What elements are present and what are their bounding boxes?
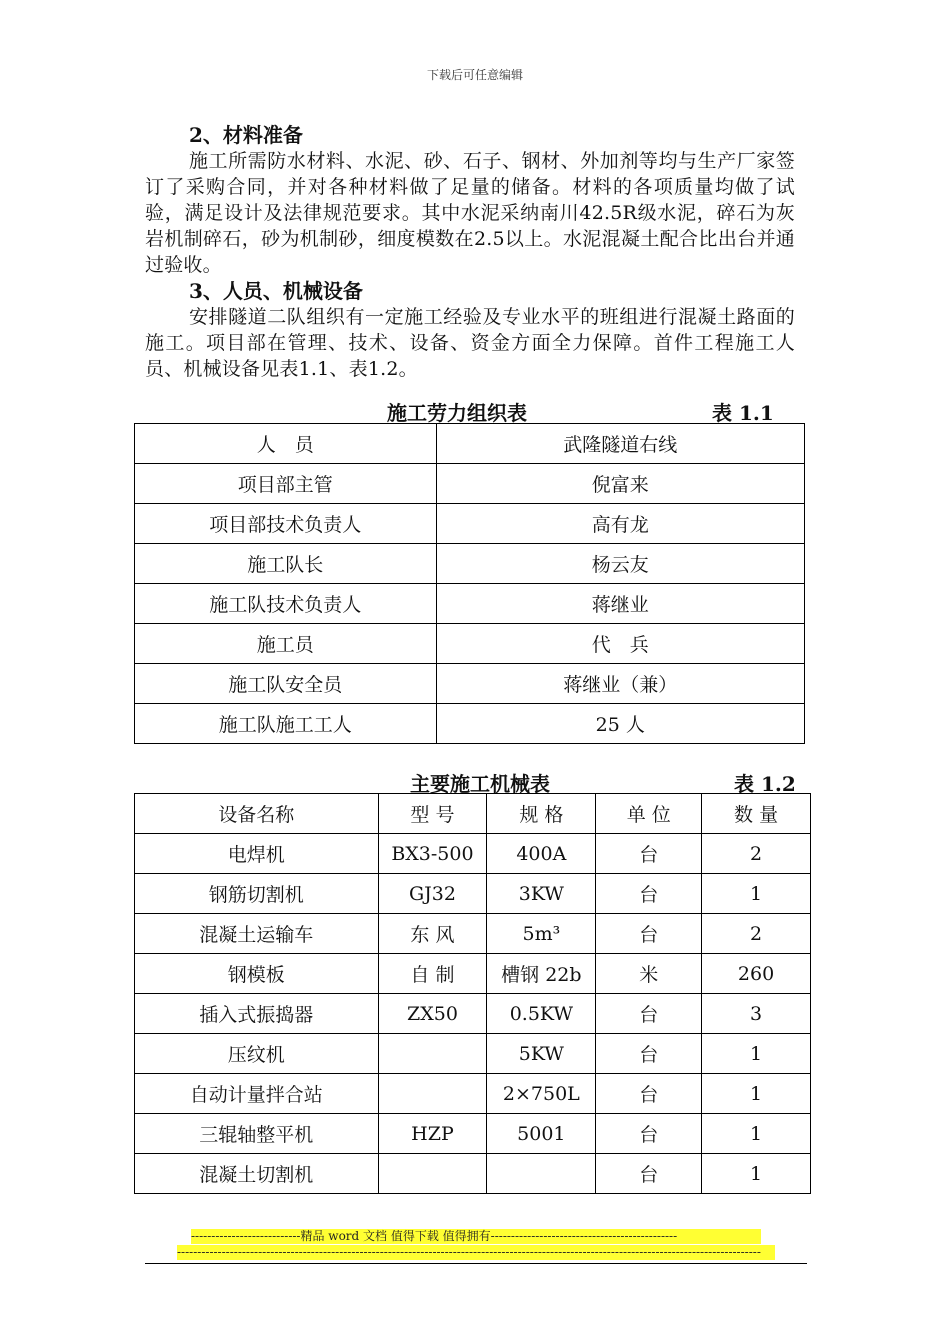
table2-header-cell: 规 格 xyxy=(487,794,596,834)
table-cell: 台 xyxy=(596,1074,702,1114)
table-cell: 施工队安全员 xyxy=(135,664,437,704)
table-cell: 1 xyxy=(702,1114,811,1154)
table2-header-cell: 设备名称 xyxy=(135,794,379,834)
table2-title: 主要施工机械表 xyxy=(410,772,550,796)
table-cell: 1 xyxy=(702,1074,811,1114)
section-heading-personnel: 3、人员、机械设备 xyxy=(189,279,363,303)
table-cell: 400A xyxy=(487,834,596,874)
table-row xyxy=(135,504,805,544)
table-cell: 0.5KW xyxy=(487,994,596,1034)
table-cell: 混凝土切割机 xyxy=(135,1154,379,1194)
table1-title: 施工劳力组织表 xyxy=(387,401,527,425)
table-cell: 钢模板 xyxy=(135,954,379,994)
table-cell: 2 xyxy=(702,914,811,954)
table-cell: 项目部技术负责人 xyxy=(135,504,437,544)
table-cell: 代 兵 xyxy=(436,624,804,664)
table-cell: 台 xyxy=(596,1154,702,1194)
body-text xyxy=(145,122,795,382)
table-cell: 压纹机 xyxy=(135,1034,379,1074)
table-row xyxy=(135,1114,811,1154)
table-cell: 施工队施工工人 xyxy=(135,704,437,744)
table-cell: BX3-500 xyxy=(378,834,487,874)
table1-header-cell: 武隆隧道右线 xyxy=(436,424,804,464)
table-cell: 施工员 xyxy=(135,624,437,664)
table-cell: 3KW xyxy=(487,874,596,914)
footer-banner: ---------------------------精品 word 文档 值得下载 值得拥有---------------------------------------------- xyxy=(191,1229,761,1244)
section-heading-materials: 2、材料准备 xyxy=(189,123,303,147)
table-cell: 台 xyxy=(596,834,702,874)
table-cell: 蒋继业 xyxy=(436,584,804,624)
table-cell: 杨云友 xyxy=(436,544,804,584)
table-cell: 25 人 xyxy=(436,704,804,744)
table-cell: 5001 xyxy=(487,1114,596,1154)
table-cell: 2 xyxy=(702,834,811,874)
table-cell: 槽钢 22b xyxy=(487,954,596,994)
footer-rule xyxy=(145,1263,807,1264)
table-cell: 1 xyxy=(702,874,811,914)
table-row xyxy=(135,994,811,1034)
table2-header-cell: 单 位 xyxy=(596,794,702,834)
table-cell: 钢筋切割机 xyxy=(135,874,379,914)
table-row xyxy=(135,874,811,914)
table2-header-cell: 型 号 xyxy=(378,794,487,834)
table-cell: 1 xyxy=(702,1154,811,1194)
table-cell: 5m³ xyxy=(487,914,596,954)
table1-number: 表 1.1 xyxy=(712,401,774,425)
table-row xyxy=(135,544,805,584)
table-cell: 项目部主管 xyxy=(135,464,437,504)
table-cell: ZX50 xyxy=(378,994,487,1034)
table-cell: 自 制 xyxy=(378,954,487,994)
table-row xyxy=(135,834,811,874)
table-row xyxy=(135,584,805,624)
table2-number: 表 1.2 xyxy=(734,772,796,796)
table-cell: 自动计量拌合站 xyxy=(135,1074,379,1114)
table-machinery xyxy=(134,793,811,1194)
table-cell: 3 xyxy=(702,994,811,1034)
table2-header-cell: 数 量 xyxy=(702,794,811,834)
table-cell: 倪富来 xyxy=(436,464,804,504)
table-cell: 2×750L xyxy=(487,1074,596,1114)
table-cell: HZP xyxy=(378,1114,487,1154)
table-cell xyxy=(378,1154,487,1194)
table-labor xyxy=(134,423,805,744)
table-cell: 高有龙 xyxy=(436,504,804,544)
table-cell xyxy=(487,1154,596,1194)
table-cell: 混凝土运输车 xyxy=(135,914,379,954)
table-cell: 三辊轴整平机 xyxy=(135,1114,379,1154)
table-row xyxy=(135,704,805,744)
table-cell: 1 xyxy=(702,1034,811,1074)
table-cell: 米 xyxy=(596,954,702,994)
table-row xyxy=(135,464,805,504)
table-cell: 蒋继业（兼） xyxy=(436,664,804,704)
table-cell: GJ32 xyxy=(378,874,487,914)
table-cell: 5KW xyxy=(487,1034,596,1074)
table-row xyxy=(135,1034,811,1074)
table-cell: 施工队长 xyxy=(135,544,437,584)
table-row xyxy=(135,664,805,704)
table2-header-row xyxy=(135,794,811,834)
footer-dashes: ------------------------------------------------------------------------------------------------------------------------------------------------ xyxy=(177,1245,775,1260)
section-body-personnel: 安排隧道二队组织有一定施工经验及专业水平的班组进行混凝土路面的施工。项目部在管理、技术、设备、资金方面全力保障。首件工程施工人员、机械设备见表1.1、表1.2。 xyxy=(145,306,795,380)
header-note: 下载后可任意编辑 xyxy=(426,68,523,82)
table-cell: 台 xyxy=(596,994,702,1034)
table-cell xyxy=(378,1034,487,1074)
table-cell: 电焊机 xyxy=(135,834,379,874)
table-row xyxy=(135,1074,811,1114)
table-cell: 260 xyxy=(702,954,811,994)
table-row xyxy=(135,624,805,664)
table-cell: 施工队技术负责人 xyxy=(135,584,437,624)
table-cell: 台 xyxy=(596,874,702,914)
table-cell: 插入式振捣器 xyxy=(135,994,379,1034)
table-row xyxy=(135,914,811,954)
table-row xyxy=(135,1154,811,1194)
table-row xyxy=(135,954,811,994)
table-cell: 台 xyxy=(596,1034,702,1074)
table1-header-row xyxy=(135,424,805,464)
section-body-materials: 施工所需防水材料、水泥、砂、石子、钢材、外加剂等均与生产厂家签订了采购合同，并对各种材料做了足量的储备。材料的各项质量均做了试验，满足设计及法律规范要求。其中水泥采纳南川42.5R级水泥，碎石为灰岩机制碎石，砂为机制砂，细度模数在2.5以上。水泥混凝土配合比出台并通过验收。 xyxy=(145,150,795,276)
table-cell: 台 xyxy=(596,914,702,954)
table1-header-cell: 人 员 xyxy=(135,424,437,464)
table-cell xyxy=(378,1074,487,1114)
table-cell: 东 风 xyxy=(378,914,487,954)
table-cell: 台 xyxy=(596,1114,702,1154)
